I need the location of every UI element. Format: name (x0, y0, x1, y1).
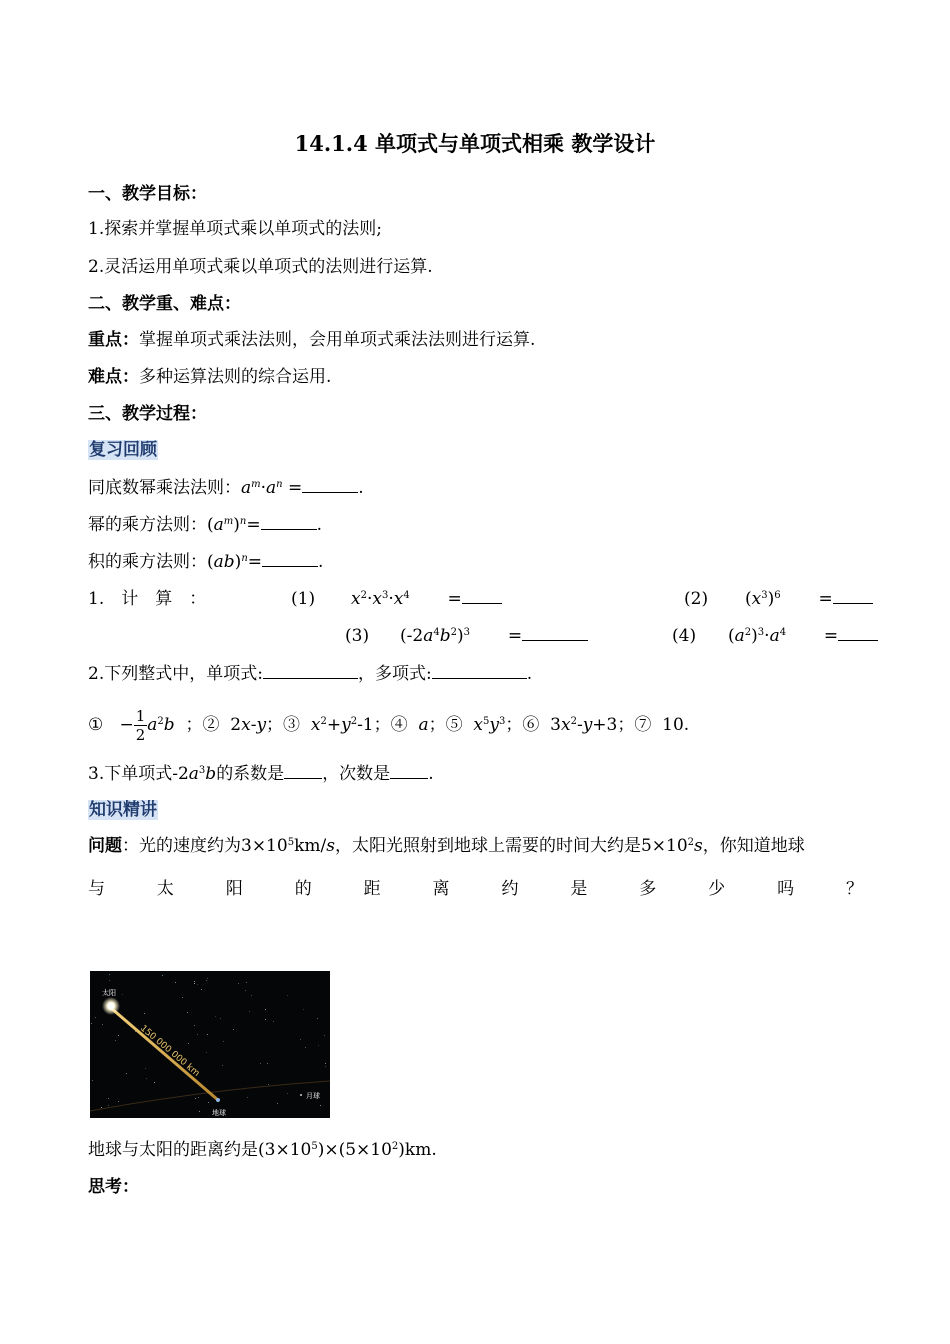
q2-mid: ，多项式: (357, 664, 432, 684)
problem-line-2-char: 的 (294, 879, 312, 899)
answer-text: 地球与太阳的距离约是(3×10 (88, 1140, 312, 1160)
problem-line-2-char: ？ (846, 879, 863, 899)
problem-line-2-char: 太 (156, 879, 174, 899)
q1-item-4-label: (4) (672, 626, 697, 646)
problem-line-2-char: 少 (708, 879, 726, 899)
problem-line-2 (88, 874, 863, 899)
earth-label: 地球 (212, 1109, 226, 1117)
moon-label: 月球 (306, 1092, 320, 1100)
rule-power-product: 同底数幂乘法法则：$a^m\cdot a^n$ = . (88, 478, 364, 498)
q3-mid: 的系数是 (216, 764, 285, 784)
problem-line-2-char: 多 (639, 879, 657, 899)
key-point-label: 重点： (88, 330, 139, 350)
sun-label: 太阳 (102, 989, 116, 997)
objective-2: 2.灵活运用单项式乘以单项式的法则进行运算. (88, 257, 433, 277)
key-point (88, 329, 535, 351)
question-1-label: 1. 计 算 ： (88, 589, 207, 609)
q1-item-1-label: (1) (291, 589, 316, 609)
rule2-label: 幂的乘方法则： (88, 515, 207, 535)
problem-line-1: 问题：光的速度约为$3\times 10^5km/s$，太阳光照射到地球上需要的时间大约是$5\times 10^2s$，你知道地球 (88, 836, 805, 856)
earth-icon (216, 1098, 220, 1102)
difficult-point-text: 多种运算法则的综合运用. (139, 367, 332, 387)
key-point-text: 掌握单项式乘法法则，会用单项式乘法法则进行运算. (139, 330, 536, 350)
problem-line-2-char: 与 (88, 879, 105, 899)
sun-earth-image (90, 971, 330, 1118)
question-2-options: ① − $\frac{1}{2}$ $a^2b$ ；② 2x-y；③ $x^2+y^2-1$；④ a；⑤ $x^5y^3$；⑥ $3x^2-y+3$；⑦ 10. (88, 707, 690, 744)
problem-line-2-char: 阳 (225, 879, 243, 899)
knowledge-tag-text: 知识精讲 (89, 800, 157, 820)
rule1-label: 同底数幂乘法法则： (88, 478, 241, 498)
problem-line-2-char: 距 (363, 879, 381, 899)
section-process-heading: 三、教学过程： (88, 404, 207, 424)
section-objectives-heading: 一、教学目标： (88, 184, 207, 204)
q3-mid2: ，次数是 (322, 764, 391, 784)
section-key-points-heading: 二、教学重、难点： (88, 294, 241, 314)
q1-item-4-expr: $(a^2)^3\cdot a^4$ = (728, 625, 878, 647)
review-tag (88, 439, 158, 461)
answer-line: 地球与太阳的距离约是$(3\times 10^5)\times(5\times 10^2)km$. (88, 1140, 437, 1160)
problem-line-2-char: 是 (570, 879, 588, 899)
knowledge-tag (88, 799, 158, 821)
q1-item-1-expr: $x^2\cdot x^3\cdot x^4$ = (351, 588, 502, 610)
sun-earth-diagram (90, 971, 330, 1118)
q1-item-3-label: (3) (345, 626, 370, 646)
q3-pre: 3.下单项式-2 (88, 764, 189, 784)
rule-power-of-power: 幂的乘方法则：$(a^m)^n=$ . (88, 515, 323, 535)
problem-line-2-char: 约 (501, 879, 519, 899)
page-title: 14.1.4 单项式与单项式相乘 教学设计 (294, 131, 656, 156)
moon-icon (300, 1094, 302, 1096)
q1-item-3-expr: $(-2a^4b^2)^3$ = (400, 625, 588, 647)
review-tag-text: 复习回顾 (89, 440, 157, 460)
question-2: 2.下列整式中，单项式: ，多项式: . (88, 664, 533, 684)
distance-label: 150 000 000 km (138, 1023, 202, 1079)
objective-1: 1.探索并掌握单项式乘以单项式的法则; (88, 219, 382, 239)
problem-line-2-char: 吗 (777, 879, 795, 899)
problem-label: 问题 (88, 836, 122, 856)
difficult-point-label: 难点： (88, 367, 139, 387)
question-3: 3.下单项式$-2a^3b$的系数是 ，次数是 . (88, 764, 434, 784)
problem-text: ：光的速度约为3×10 (122, 836, 288, 856)
rule3-label: 积的乘方法则： (88, 552, 207, 572)
q1-item-2-expr: $(x^3)^6$ = (745, 588, 873, 610)
problem-line-2-char: 离 (432, 879, 450, 899)
difficult-point (88, 366, 331, 388)
q2-text: 2.下列整式中，单项式: (88, 664, 263, 684)
think-heading: 思考： (88, 1177, 139, 1197)
q1-item-2-label: (2) (684, 589, 709, 609)
rule-power-of-product: 积的乘方法则：(ab)$^n$= . (88, 552, 324, 572)
